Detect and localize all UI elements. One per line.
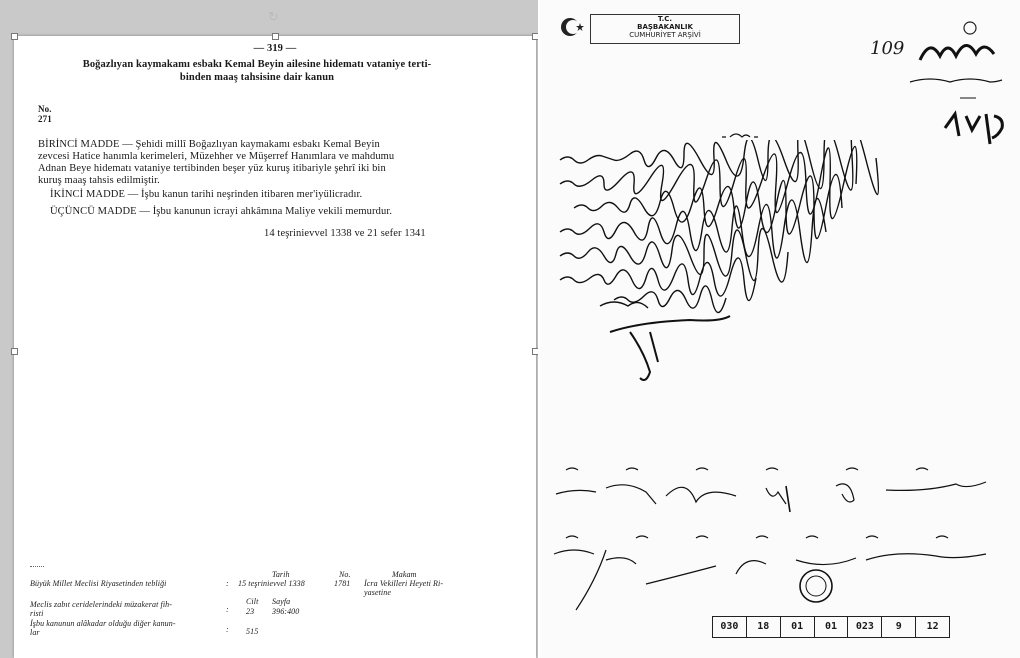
article-1-line1: BİRİNCİ MADDE — Şehidi millî Boğazlıyan kaymakamı esbakı Kemal Beyin — [38, 139, 380, 150]
archive-reference-box — [712, 616, 950, 638]
stamp-line-2: BAŞBAKANLIK — [637, 23, 693, 31]
footer-row2-sayfa: 396:400 — [272, 607, 300, 616]
footer-divider — [30, 566, 44, 567]
article-1-line4: kuruş maaş tahsis edilmiştir. — [38, 175, 160, 186]
ottoman-letterhead — [900, 20, 1010, 100]
law-title-line1: Boğazlıyan kaymakamı esbakı Kemal Beyin ailesine hidematı vataniye terti- — [82, 59, 432, 70]
enactment-date: 14 teşrinievvel 1338 ve 21 sefer 1341 — [264, 228, 426, 239]
article-3: ÜÇÜNCÜ MADDE — İşbu kanunun icrayi ahkâmına Maliye vekili memurdur. — [50, 206, 393, 217]
archive-code-3: 01 — [781, 617, 815, 637]
footer-col-makam: Makam — [392, 570, 417, 579]
archive-document-panel[interactable] — [540, 0, 1020, 658]
archive-code-6: 9 — [882, 617, 916, 637]
archive-code-4: 01 — [815, 617, 849, 637]
footer-col-cilt: Cilt — [246, 597, 259, 606]
law-no-value: 271 — [38, 114, 52, 124]
footer-col-no: No. — [339, 570, 351, 579]
archive-code-1: 030 — [713, 617, 747, 637]
article-1-line3: Adnan Beye hidematı vataniye tertibinden beşer yüz kuruş itibariyle şehrî iki bin — [38, 163, 386, 174]
footer-row2-colon: : — [226, 605, 229, 614]
footer-row1-tarih: 15 teşrinievvel 1338 — [238, 579, 305, 588]
footer-row3-label-1: İşbu kanunun alâkadar olduğu diğer kanun- — [30, 619, 176, 628]
document-heading — [720, 128, 760, 138]
ministers-signature-row-2 — [546, 520, 1006, 616]
article-1-line2: zevcesi Hatice hanımla kerimeleri, Müzehher ve Müşerref Hanımlara ve mahdumu — [38, 151, 395, 162]
footer-row3-colon: : — [226, 625, 229, 634]
page-number: — 319 — — [253, 43, 297, 54]
footer-row2-cilt: 23 — [246, 607, 255, 616]
official-signature — [590, 292, 770, 392]
stamp-line-3: CUMHURİYET ARŞİVİ — [629, 31, 701, 39]
resize-handle-top-left-icon[interactable] — [11, 33, 18, 40]
footer-col-tarih: Tarih — [272, 570, 290, 579]
printed-law-page[interactable] — [14, 36, 536, 658]
footer-row3-value: 515 — [246, 627, 259, 636]
footer-row2-label-2: risti — [30, 609, 44, 618]
seal-icon — [800, 570, 832, 602]
resize-handle-top-icon[interactable] — [272, 33, 279, 40]
rotate-handle-icon[interactable]: ↻ — [268, 10, 279, 25]
archive-code-5: 023 — [848, 617, 882, 637]
footer-row1-makam-1: İcra Vekilleri Heyeti Ri- — [364, 579, 444, 588]
resize-handle-top-right-icon[interactable] — [532, 33, 538, 40]
footer-col-sayfa: Sayfa — [272, 597, 291, 606]
footer-row1-makam-2: yasetine — [364, 588, 392, 597]
stamp-line-1: T.C. — [657, 15, 673, 23]
footer-row2-label-1: Meclis zabıt ceridelerindeki müzakerat fih- — [30, 600, 173, 609]
footer-row1-no: 1781 — [334, 579, 351, 588]
law-no-label: No. — [38, 104, 52, 114]
archive-code-7: 12 — [926, 621, 939, 632]
archive-code-2: 18 — [747, 617, 781, 637]
law-title-line2: binden maaş tahsisine dair kanun — [179, 72, 335, 83]
footer-row1-label: Büyük Millet Meclisi Riyasetinden tebliği — [30, 579, 167, 588]
resize-handle-left-icon[interactable] — [11, 348, 18, 355]
ministers-signature-row-1 — [546, 460, 1006, 520]
footer-row1-colon: : — [226, 579, 229, 588]
marginal-number: 109 — [870, 38, 905, 59]
crescent-star-emblem-icon — [558, 14, 586, 40]
article-2: İKİNCİ MADDE — İşbu kanun tarihi neşrinden itibaren mer'iyülicradır. — [50, 189, 363, 200]
resize-handle-right-icon[interactable] — [532, 348, 538, 355]
archive-stamp — [590, 14, 740, 44]
footer-row3-label-2: lar — [30, 628, 40, 637]
